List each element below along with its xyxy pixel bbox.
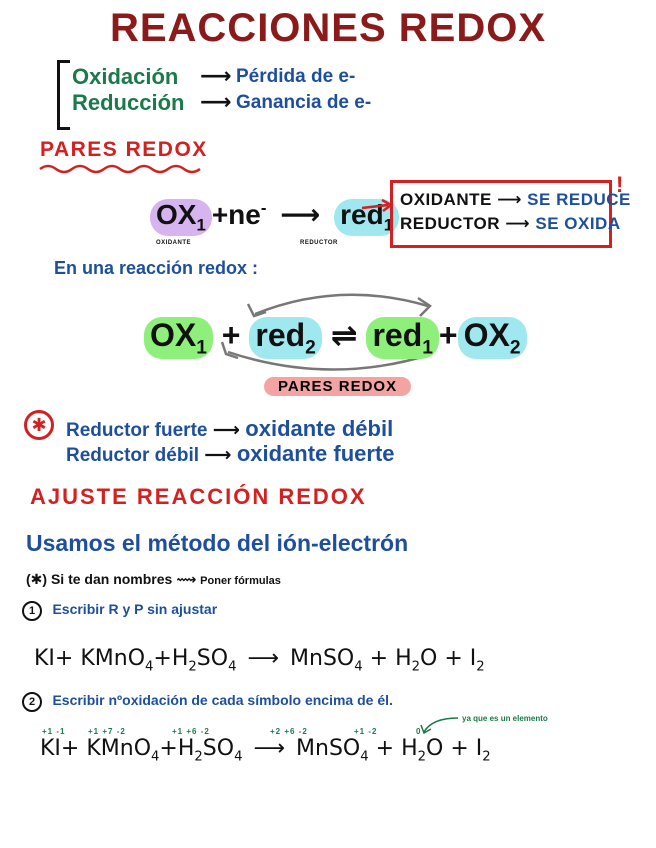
green-arrow-icon	[420, 712, 464, 736]
method-line: Usamos el método del ión-electrón	[26, 530, 409, 556]
ox-num-ki: +1 -1	[42, 727, 66, 736]
oxidacion-meaning: Pérdida de e-	[236, 66, 356, 87]
box-line-1: OXIDANTE ⟶ SE REDUCE	[400, 190, 631, 209]
full-reaction: $OX_1 + red_2$ ⇌ $red_1 + OX_2$	[144, 316, 527, 359]
definitions-bracket	[57, 60, 70, 130]
half-reaction: $OX_1 +ne^-$ ⟶ red$_1$	[150, 198, 399, 236]
reductor-caption: REDUCTOR	[300, 240, 338, 246]
rule-1: Reductor fuerte ⟶ oxidante débil	[66, 416, 394, 441]
asterisk-icon: ✱	[24, 410, 54, 440]
arrow-right-icon: ⟶	[200, 63, 232, 88]
equation-with-oxnums: $KI+ KMnO_4+H_2SO_4$ ⟶ MnSO$_4$ + $H_2O + I_2$	[40, 736, 491, 765]
reduccion-term: Reducción	[72, 90, 185, 115]
exclamation-mark: !	[616, 172, 624, 197]
oxidacion-term: Oxidación	[72, 64, 179, 89]
pares-redox-label: PARES REDOX	[264, 378, 411, 395]
ox-num-i2: 0	[416, 727, 422, 736]
page-title: REACCIONES REDOX	[109, 6, 547, 50]
ox-num-mnso4: +2 +6 -2	[270, 727, 308, 736]
oxidante-caption: OXIDANTE	[156, 240, 192, 246]
ox-num-kmno4: +1 +7 -2	[88, 727, 126, 736]
red-arrow-icon	[360, 198, 394, 214]
note-line: (✱) Si te dan nombres ⟿ Poner fórmulas	[26, 571, 281, 587]
step-2: 2 Escribir nºoxidación de cada símbolo encima de él.	[22, 692, 393, 712]
pares-heading: PARES REDOX	[40, 138, 208, 161]
ox-num-h2so4: +1 +6 -2	[172, 727, 210, 736]
red1-highlight: red$_1$	[334, 199, 399, 236]
rule-2: Reductor débil ⟶ oxidante fuerte	[66, 441, 395, 466]
reduccion-meaning: Ganancia de e-	[236, 92, 372, 113]
equation-unbalanced: $KI+ KMnO_4+H_2SO_4$ ⟶ MnSO$_4$ + $H_2O + I_2$	[34, 646, 485, 675]
step-1: 1 Escribir R y P sin ajustar	[22, 601, 217, 621]
element-note: ya que es un elemento	[462, 714, 548, 723]
ox-num-h2o: +1 -2	[354, 727, 378, 736]
reaction-intro: En una reacción redox :	[54, 258, 259, 278]
ox1-highlight: $OX_1$	[150, 199, 212, 236]
arrow-right-icon: ⟶	[200, 89, 232, 114]
box-line-2: REDUCTOR ⟶ SE OXIDA	[400, 214, 621, 233]
ajuste-heading: AJUSTE REACCIÓN REDOX	[30, 484, 367, 509]
wavy-underline	[38, 163, 203, 175]
